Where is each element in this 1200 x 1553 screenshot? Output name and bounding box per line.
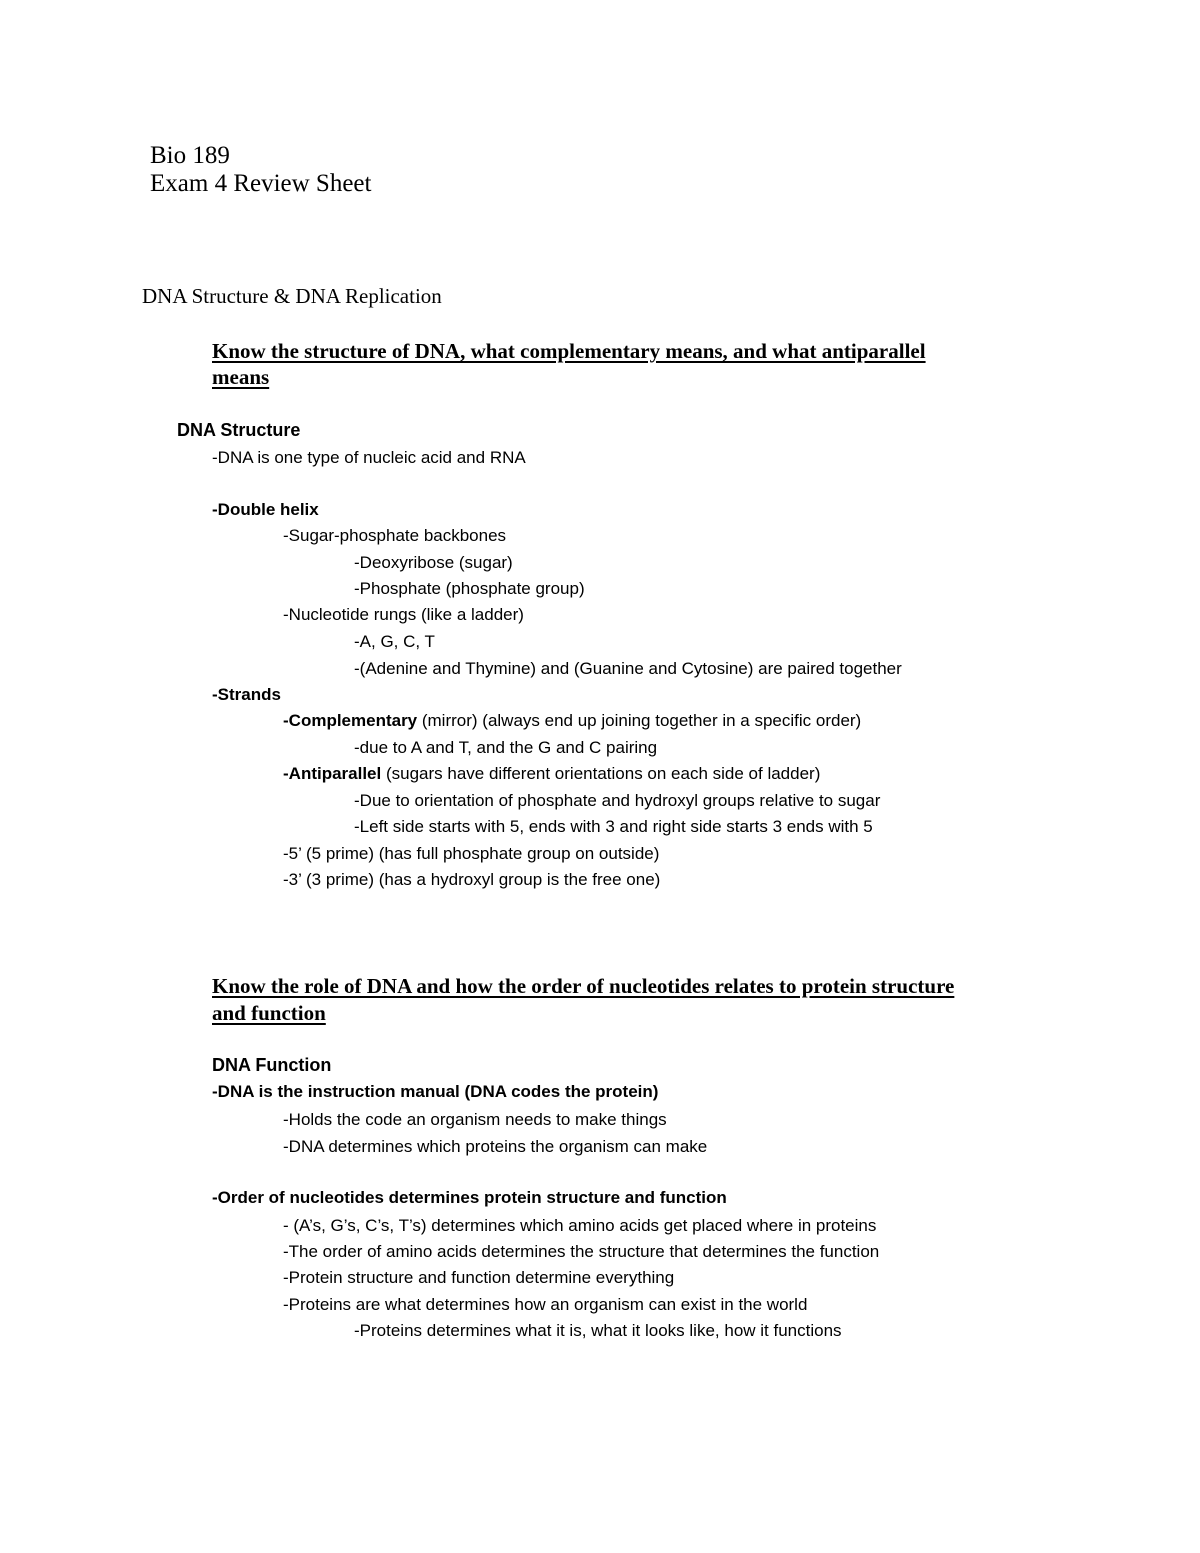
objective-1-line-1: Know the structure of DNA, what complementary means, and what antiparallel <box>212 339 926 363</box>
order-nucleotides-heading: -Order of nucleotides determines protein structure and function <box>212 1188 727 1207</box>
what-it-is-item: -Proteins determines what it is, what it looks like, how it functions <box>354 1321 842 1340</box>
dna-function-heading: DNA Function <box>212 1055 332 1075</box>
antiparallel-term: -Antiparallel <box>283 764 382 783</box>
determines-proteins-item: -DNA determines which proteins the organism can make <box>283 1137 708 1156</box>
dna-structure-heading: DNA Structure <box>177 420 301 440</box>
bases-item: -A, G, C, T <box>354 632 435 651</box>
section-title: DNA Structure & DNA Replication <box>142 284 442 308</box>
organism-exist-item: -Proteins are what determines how an organism can exist in the world <box>283 1295 808 1314</box>
antiparallel-reason-item: -Due to orientation of phosphate and hydroxyl groups relative to sugar <box>354 791 881 810</box>
determine-everything-item: -Protein structure and function determine everything <box>283 1268 675 1287</box>
objective-2-line-2: and function <box>212 1001 326 1025</box>
bases-order-item: - (A’s, G’s, C’s, T’s) determines which amino acids get placed where in proteins <box>283 1216 877 1235</box>
amino-order-item: -The order of amino acids determines the structure that determines the function <box>283 1242 880 1261</box>
antiparallel-sides-item: -Left side starts with 5, ends with 3 and right side starts 3 ends with 5 <box>354 817 873 836</box>
five-prime-item: -5’ (5 prime) (has full phosphate group on outside) <box>283 844 660 863</box>
base-pairs-item: -(Adenine and Thymine) and (Guanine and Cytosine) are paired together <box>354 659 902 678</box>
deoxyribose-item: -Deoxyribose (sugar) <box>354 553 513 572</box>
holds-code-item: -Holds the code an organism needs to make things <box>283 1110 667 1129</box>
complementary-reason-item: -due to A and T, and the G and C pairing <box>354 738 658 757</box>
nucleotide-rungs-item: -Nucleotide rungs (like a ladder) <box>283 605 524 624</box>
complementary-item <box>283 712 861 729</box>
double-helix-heading: -Double helix <box>212 500 319 519</box>
sugar-backbones-item: -Sugar-phosphate backbones <box>283 526 507 545</box>
complementary-term: -Complementary <box>283 711 418 730</box>
complementary-description: (mirror) (always end up joining together in a specific order) <box>417 711 862 730</box>
structure-intro: -DNA is one type of nucleic acid and RNA <box>212 448 526 467</box>
antiparallel-description: (sugars have different orientations on each side of ladder) <box>381 764 821 783</box>
instruction-manual-heading: -DNA is the instruction manual (DNA codes the protein) <box>212 1082 659 1101</box>
course-title: Bio 189 <box>150 142 230 169</box>
document-title: Exam 4 Review Sheet <box>150 170 372 197</box>
three-prime-item: -3’ (3 prime) (has a hydroxyl group is the free one) <box>283 870 661 889</box>
antiparallel-item <box>283 765 820 782</box>
strands-heading: -Strands <box>212 685 281 704</box>
objective-1-line-2: means <box>212 365 270 389</box>
objective-2-line-1: Know the role of DNA and how the order of nucleotides relates to protein structure <box>212 974 955 998</box>
phosphate-item: -Phosphate (phosphate group) <box>354 579 585 598</box>
